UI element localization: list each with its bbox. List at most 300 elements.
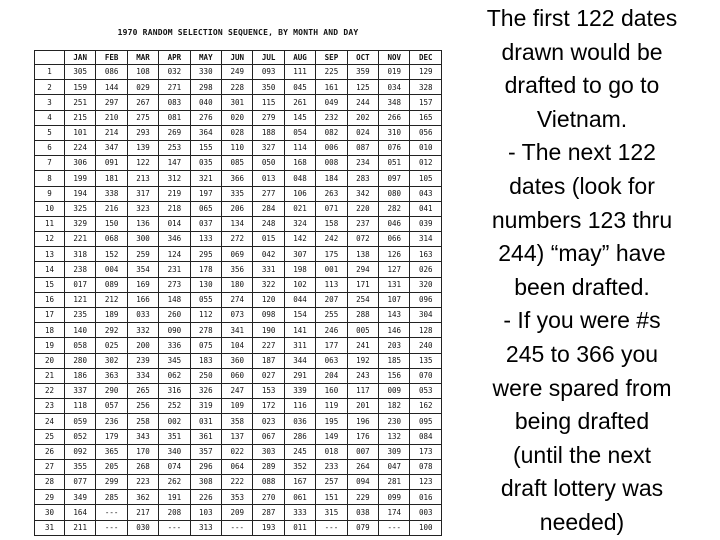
- sequence-cell: 061: [284, 490, 315, 505]
- sequence-cell: 363: [96, 368, 127, 383]
- sequence-cell: 122: [127, 156, 158, 171]
- sequence-cell: 143: [379, 308, 410, 323]
- day-number: 7: [35, 156, 65, 171]
- sequence-cell: 079: [347, 520, 378, 535]
- table-row: [35, 232, 442, 247]
- sequence-cell: 142: [284, 232, 315, 247]
- sequence-cell: 008: [316, 156, 347, 171]
- sequence-cell: 029: [127, 80, 158, 95]
- sequence-cell: 336: [159, 338, 190, 353]
- sequence-cell: 066: [379, 232, 410, 247]
- sequence-cell: 032: [159, 65, 190, 80]
- sequence-cell: 207: [316, 292, 347, 307]
- day-number: 17: [35, 308, 65, 323]
- sequence-cell: 039: [410, 216, 442, 231]
- sequence-cell: 103: [190, 505, 221, 520]
- sequence-cell: 340: [159, 444, 190, 459]
- sequence-cell: 051: [379, 156, 410, 171]
- sequence-cell: 090: [159, 323, 190, 338]
- sequence-cell: 335: [222, 186, 253, 201]
- sequence-cell: 215: [65, 110, 96, 125]
- sequence-cell: 073: [222, 308, 253, 323]
- sequence-cell: 007: [347, 444, 378, 459]
- sequence-cell: 140: [65, 323, 96, 338]
- day-number: 25: [35, 429, 65, 444]
- sequence-cell: 167: [284, 475, 315, 490]
- sequence-cell: 264: [347, 459, 378, 474]
- explanation-line: draft lottery was: [500, 475, 664, 502]
- sequence-cell: 272: [222, 232, 253, 247]
- sequence-cell: 342: [347, 186, 378, 201]
- sequence-cell: 218: [159, 201, 190, 216]
- sequence-cell: 137: [222, 429, 253, 444]
- table-row: [35, 338, 442, 353]
- sequence-cell: 295: [190, 247, 221, 262]
- sequence-cell: 356: [222, 262, 253, 277]
- sequence-cell: 203: [379, 338, 410, 353]
- sequence-cell: 310: [379, 125, 410, 140]
- sequence-cell: 182: [379, 399, 410, 414]
- sequence-cell: 095: [410, 414, 442, 429]
- sequence-cell: 319: [190, 399, 221, 414]
- sequence-cell: 027: [253, 368, 284, 383]
- sequence-cell: 225: [316, 65, 347, 80]
- sequence-cell: 081: [159, 110, 190, 125]
- sequence-cell: 192: [347, 353, 378, 368]
- sequence-cell: 146: [379, 323, 410, 338]
- sequence-cell: 115: [253, 95, 284, 110]
- table-row: [35, 201, 442, 216]
- sequence-cell: 018: [316, 444, 347, 459]
- sequence-cell: 238: [65, 262, 96, 277]
- sequence-cell: 093: [253, 65, 284, 80]
- sequence-cell: 217: [127, 505, 158, 520]
- sequence-cell: 047: [379, 459, 410, 474]
- sequence-cell: 316: [159, 383, 190, 398]
- sequence-cell: 188: [253, 125, 284, 140]
- sequence-cell: 058: [65, 338, 96, 353]
- sequence-cell: 110: [222, 140, 253, 155]
- month-header-may: MAY: [190, 51, 221, 65]
- sequence-cell: 158: [316, 216, 347, 231]
- table-row: [35, 292, 442, 307]
- sequence-cell: 105: [410, 171, 442, 186]
- sequence-cell: 017: [65, 277, 96, 292]
- sequence-cell: 256: [127, 399, 158, 414]
- month-header-apr: APR: [159, 51, 190, 65]
- sequence-cell: 300: [127, 232, 158, 247]
- sequence-cell: 262: [159, 475, 190, 490]
- table-row: [35, 444, 442, 459]
- sequence-cell: 082: [316, 125, 347, 140]
- explanation-line: - The next 122: [508, 139, 656, 166]
- sequence-cell: 284: [253, 201, 284, 216]
- sequence-cell: 219: [159, 186, 190, 201]
- sequence-cell: 199: [65, 171, 96, 186]
- table-row: [35, 308, 442, 323]
- sequence-cell: 364: [190, 125, 221, 140]
- month-header-dec: DEC: [410, 51, 442, 65]
- sequence-cell: 253: [159, 140, 190, 155]
- sequence-cell: 303: [253, 444, 284, 459]
- sequence-cell: 326: [190, 383, 221, 398]
- sequence-cell: 139: [127, 140, 158, 155]
- sequence-cell: 352: [284, 459, 315, 474]
- sequence-cell: 290: [96, 383, 127, 398]
- sequence-cell: 019: [379, 65, 410, 80]
- sequence-cell: 172: [253, 399, 284, 414]
- day-number: 24: [35, 414, 65, 429]
- sequence-cell: 006: [316, 140, 347, 155]
- sequence-cell: 099: [379, 490, 410, 505]
- sequence-cell: 144: [96, 80, 127, 95]
- sequence-cell: 344: [284, 353, 315, 368]
- sequence-cell: 062: [159, 368, 190, 383]
- sequence-cell: 042: [253, 247, 284, 262]
- month-header-sep: SEP: [316, 51, 347, 65]
- sequence-cell: 004: [96, 262, 127, 277]
- sequence-cell: 086: [96, 65, 127, 80]
- sequence-cell: 098: [253, 308, 284, 323]
- sequence-cell: 285: [96, 490, 127, 505]
- sequence-cell: ---: [96, 505, 127, 520]
- sequence-cell: 247: [222, 383, 253, 398]
- sequence-cell: 133: [190, 232, 221, 247]
- sequence-cell: 287: [253, 505, 284, 520]
- explanation-line: (until the next: [512, 441, 652, 468]
- sequence-cell: 232: [316, 110, 347, 125]
- sequence-cell: 325: [65, 201, 96, 216]
- sequence-cell: 080: [379, 186, 410, 201]
- day-number: 19: [35, 338, 65, 353]
- sequence-cell: 195: [316, 414, 347, 429]
- sequence-cell: 040: [190, 95, 221, 110]
- sequence-cell: 230: [379, 414, 410, 429]
- sequence-cell: 268: [127, 459, 158, 474]
- sequence-cell: 030: [127, 520, 158, 535]
- day-number: 14: [35, 262, 65, 277]
- sequence-cell: 349: [65, 490, 96, 505]
- sequence-cell: 094: [347, 475, 378, 490]
- sequence-cell: 034: [379, 80, 410, 95]
- sequence-cell: ---: [316, 520, 347, 535]
- sequence-cell: 165: [410, 110, 442, 125]
- sequence-cell: 292: [96, 323, 127, 338]
- sequence-cell: 179: [96, 429, 127, 444]
- sequence-cell: 067: [253, 429, 284, 444]
- sequence-cell: 035: [190, 156, 221, 171]
- sequence-cell: ---: [96, 520, 127, 535]
- day-number: 31: [35, 520, 65, 535]
- sequence-cell: 270: [253, 490, 284, 505]
- explanation-line: needed): [539, 508, 625, 535]
- sequence-cell: 092: [65, 444, 96, 459]
- table-row: [35, 125, 442, 140]
- sequence-cell: 183: [190, 353, 221, 368]
- sequence-cell: 160: [316, 383, 347, 398]
- sequence-cell: 129: [410, 65, 442, 80]
- sequence-cell: 266: [379, 110, 410, 125]
- sequence-cell: 033: [127, 308, 158, 323]
- sequence-cell: 193: [253, 520, 284, 535]
- table-row: [35, 156, 442, 171]
- sequence-cell: 074: [159, 459, 190, 474]
- document-title: 1970 RANDOM SELECTION SEQUENCE, BY MONTH AND DAY: [117, 28, 359, 37]
- sequence-cell: 231: [159, 262, 190, 277]
- sequence-cell: 277: [253, 186, 284, 201]
- sequence-cell: 359: [347, 65, 378, 80]
- sequence-cell: 118: [65, 399, 96, 414]
- sequence-cell: 302: [96, 353, 127, 368]
- explanation-line: dates (look for: [509, 172, 655, 199]
- sequence-cell: 077: [65, 475, 96, 490]
- sequence-cell: 191: [159, 490, 190, 505]
- sequence-cell: 087: [347, 140, 378, 155]
- sequence-cell: 050: [253, 156, 284, 171]
- sequence-cell: 327: [253, 140, 284, 155]
- sequence-cell: 223: [127, 475, 158, 490]
- sequence-cell: 214: [96, 125, 127, 140]
- sequence-cell: 117: [347, 383, 378, 398]
- sequence-cell: 273: [159, 277, 190, 292]
- sequence-cell: 297: [96, 95, 127, 110]
- sequence-cell: 060: [222, 368, 253, 383]
- sequence-cell: 005: [347, 323, 378, 338]
- sequence-cell: 351: [159, 429, 190, 444]
- sequence-cell: 296: [190, 459, 221, 474]
- sequence-cell: 101: [65, 125, 96, 140]
- table-row: [35, 490, 442, 505]
- sequence-cell: 145: [284, 110, 315, 125]
- table-row: [35, 399, 442, 414]
- explanation-line: being drafted: [514, 408, 650, 435]
- sequence-cell: 064: [222, 459, 253, 474]
- sequence-cell: 283: [347, 171, 378, 186]
- sequence-cell: 085: [222, 156, 253, 171]
- sequence-cell: 361: [190, 429, 221, 444]
- day-number: 9: [35, 186, 65, 201]
- sequence-cell: 124: [159, 247, 190, 262]
- sequence-cell: 240: [410, 338, 442, 353]
- day-number: 3: [35, 95, 65, 110]
- day-number: 11: [35, 216, 65, 231]
- sequence-cell: 198: [284, 262, 315, 277]
- sequence-cell: 181: [96, 171, 127, 186]
- sequence-cell: 001: [316, 262, 347, 277]
- sequence-cell: 176: [347, 429, 378, 444]
- sequence-cell: 263: [316, 186, 347, 201]
- sequence-cell: 197: [190, 186, 221, 201]
- sequence-cell: 317: [127, 186, 158, 201]
- sequence-cell: 107: [379, 292, 410, 307]
- day-number: 23: [35, 399, 65, 414]
- sequence-cell: 338: [96, 186, 127, 201]
- sequence-cell: 025: [96, 338, 127, 353]
- sequence-cell: 113: [316, 277, 347, 292]
- sequence-cell: 345: [159, 353, 190, 368]
- sequence-cell: 279: [253, 110, 284, 125]
- sequence-cell: 068: [96, 232, 127, 247]
- sequence-cell: 123: [410, 475, 442, 490]
- sequence-cell: 125: [347, 80, 378, 95]
- sequence-cell: 211: [65, 520, 96, 535]
- sequence-cell: 180: [222, 277, 253, 292]
- sequence-cell: 065: [190, 201, 221, 216]
- sequence-cell: 271: [159, 80, 190, 95]
- sequence-cell: 069: [222, 247, 253, 262]
- sequence-cell: 213: [127, 171, 158, 186]
- sequence-cell: 190: [253, 323, 284, 338]
- sequence-cell: 076: [379, 140, 410, 155]
- sequence-cell: 358: [222, 414, 253, 429]
- sequence-cell: 114: [284, 140, 315, 155]
- sequence-cell: 149: [316, 429, 347, 444]
- sequence-cell: 210: [96, 110, 127, 125]
- sequence-cell: 294: [347, 262, 378, 277]
- explanation-line: Vietnam.: [536, 105, 628, 132]
- explanation-text: [464, 2, 700, 538]
- table-row: [35, 80, 442, 95]
- sequence-cell: 267: [127, 95, 158, 110]
- sequence-cell: 037: [190, 216, 221, 231]
- explanation-line: been drafted.: [514, 273, 650, 300]
- sequence-cell: 072: [347, 232, 378, 247]
- sequence-cell: 241: [347, 338, 378, 353]
- sequence-cell: 185: [379, 353, 410, 368]
- sequence-cell: ---: [222, 520, 253, 535]
- sequence-cell: 212: [96, 292, 127, 307]
- sequence-cell: 221: [65, 232, 96, 247]
- table-row: [35, 475, 442, 490]
- sequence-cell: 332: [127, 323, 158, 338]
- sequence-cell: 293: [127, 125, 158, 140]
- sequence-cell: 104: [222, 338, 253, 353]
- sequence-cell: 226: [190, 490, 221, 505]
- sequence-cell: 355: [65, 459, 96, 474]
- explanation-line: drawn would be: [501, 38, 663, 65]
- sequence-cell: 353: [222, 490, 253, 505]
- sequence-cell: 059: [65, 414, 96, 429]
- sequence-cell: 235: [65, 308, 96, 323]
- day-number: 10: [35, 201, 65, 216]
- sequence-cell: 331: [253, 262, 284, 277]
- explanation-line: - If you were #s: [503, 307, 661, 334]
- sequence-cell: 288: [347, 308, 378, 323]
- sequence-cell: 357: [190, 444, 221, 459]
- month-header-aug: AUG: [284, 51, 315, 65]
- sequence-cell: 320: [410, 277, 442, 292]
- sequence-cell: 003: [410, 505, 442, 520]
- sequence-cell: 276: [190, 110, 221, 125]
- day-number: 13: [35, 247, 65, 262]
- sequence-cell: 312: [159, 171, 190, 186]
- day-number: 1: [35, 65, 65, 80]
- month-header-feb: FEB: [96, 51, 127, 65]
- sequence-cell: 148: [159, 292, 190, 307]
- sequence-cell: 116: [284, 399, 315, 414]
- sequence-cell: 022: [222, 444, 253, 459]
- sequence-cell: 028: [222, 125, 253, 140]
- sequence-cell: 301: [222, 95, 253, 110]
- sequence-cell: 002: [159, 414, 190, 429]
- sequence-cell: 119: [316, 399, 347, 414]
- month-header-mar: MAR: [127, 51, 158, 65]
- sequence-cell: 135: [410, 353, 442, 368]
- sequence-cell: 088: [253, 475, 284, 490]
- sequence-cell: ---: [379, 520, 410, 535]
- sequence-cell: 011: [284, 520, 315, 535]
- sequence-cell: 126: [379, 247, 410, 262]
- explanation-line: drafted to go to: [504, 72, 660, 99]
- sequence-cell: 016: [410, 490, 442, 505]
- sequence-cell: 063: [316, 353, 347, 368]
- sequence-cell: 321: [190, 171, 221, 186]
- day-number: 16: [35, 292, 65, 307]
- explanation-line: 244) “may” have: [498, 240, 666, 267]
- sequence-cell: 315: [316, 505, 347, 520]
- sequence-cell: 134: [222, 216, 253, 231]
- sequence-cell: 175: [316, 247, 347, 262]
- sequence-cell: 166: [127, 292, 158, 307]
- sequence-cell: 269: [159, 125, 190, 140]
- sequence-cell: 360: [222, 353, 253, 368]
- sequence-cell: 275: [127, 110, 158, 125]
- day-number: 26: [35, 444, 65, 459]
- table-row: [35, 505, 442, 520]
- day-number: 2: [35, 80, 65, 95]
- sequence-cell: 224: [65, 140, 96, 155]
- table-row: [35, 383, 442, 398]
- sequence-cell: 036: [284, 414, 315, 429]
- sequence-cell: 194: [65, 186, 96, 201]
- sequence-cell: 070: [410, 368, 442, 383]
- day-number: 4: [35, 110, 65, 125]
- sequence-cell: 157: [410, 95, 442, 110]
- sequence-cell: 204: [316, 368, 347, 383]
- sequence-cell: 024: [347, 125, 378, 140]
- sequence-cell: 298: [190, 80, 221, 95]
- sequence-cell: 108: [127, 65, 158, 80]
- sequence-cell: 010: [410, 140, 442, 155]
- sequence-cell: 127: [379, 262, 410, 277]
- sequence-cell: 089: [96, 277, 127, 292]
- sequence-cell: 208: [159, 505, 190, 520]
- sequence-cell: 097: [379, 171, 410, 186]
- table-row: [35, 520, 442, 535]
- sequence-cell: 233: [316, 459, 347, 474]
- sequence-cell: 131: [379, 277, 410, 292]
- sequence-cell: 265: [127, 383, 158, 398]
- sequence-cell: 339: [284, 383, 315, 398]
- sequence-cell: 026: [410, 262, 442, 277]
- sequence-cell: 009: [379, 383, 410, 398]
- day-number: 29: [35, 490, 65, 505]
- table-row: [35, 262, 442, 277]
- sequence-cell: 154: [284, 308, 315, 323]
- sequence-cell: 307: [284, 247, 315, 262]
- day-number: 6: [35, 140, 65, 155]
- sequence-cell: 257: [316, 475, 347, 490]
- sequence-cell: 255: [316, 308, 347, 323]
- sequence-cell: 168: [284, 156, 315, 171]
- sequence-cell: 071: [316, 201, 347, 216]
- day-number: 28: [35, 475, 65, 490]
- sequence-cell: 242: [316, 232, 347, 247]
- sequence-cell: 220: [347, 201, 378, 216]
- sequence-cell: 170: [127, 444, 158, 459]
- sequence-cell: 261: [284, 95, 315, 110]
- sequence-cell: 249: [222, 65, 253, 80]
